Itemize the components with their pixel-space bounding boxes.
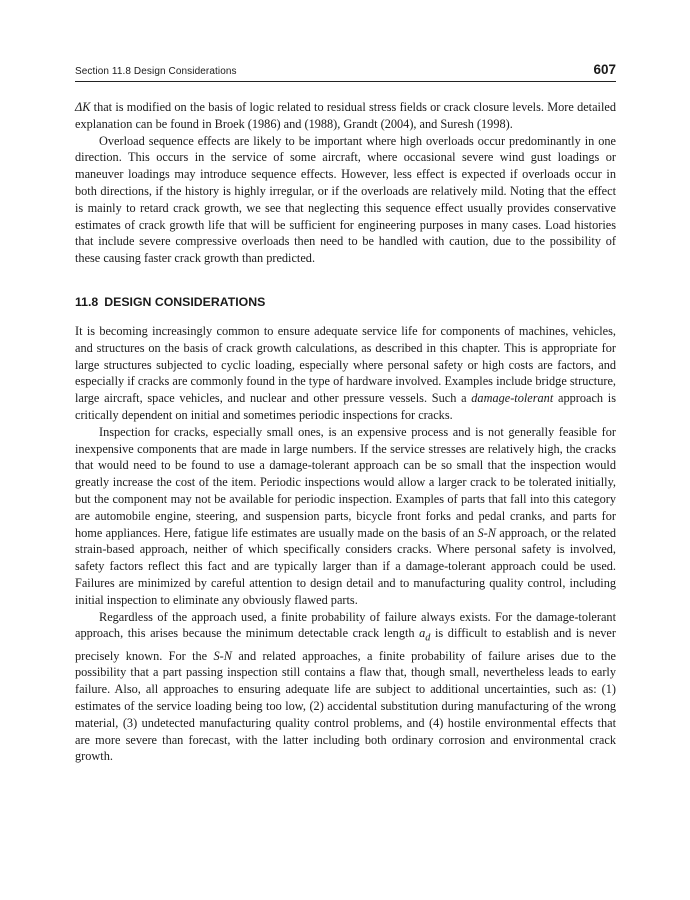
text-run: Regardless of the approach used, a finite probability of failure always exists. For the damage-tolerant approach, this arises because the minimum detectable crack length (75, 609, 616, 641)
running-header (75, 62, 616, 82)
section-number: 11.8 (75, 294, 99, 309)
paragraph-probability-of-failure (75, 609, 616, 766)
text-run: It is becoming increasingly common to ensure adequate service life for components of machines, vehicles, and structures on the basis of crack growth calculations, as described in this chapter. This is appropriate for large structures subjected to cyclic loading, especially where personal safety or high costs are factors, and especially if cracks are commonly found in the type of hardware involved. Examples include bridge structure, large aircraft, space vehicles, and nuclear and other pressure vessels. Such a (75, 323, 616, 406)
section-body (75, 323, 616, 765)
text-run: and related approaches, a finite probability of failure arises due to the possibility that a part passing inspection still contains a flaw that, though small, nevertheless leads to early failure. Also, all approaches to ensuring adequate life are subject to additional uncertainties, such as: (1) estimates of the service loading being too low, (2) accidental substitution during manufacturing of the wrong material, (3) undetected manufacturing quality control problems, and (4) hostile environmental effects that are more severe than forecast, with the latter including both ordinary corrosion and environmental crack growth. (75, 648, 616, 764)
paragraph-inspection (75, 424, 616, 609)
text-run: approach is critically dependent on initial and sometimes periodic inspections for cracks. (75, 391, 616, 422)
page-number: 607 (593, 62, 616, 77)
paragraph-text: that is modified on the basis of logic related to residual stress fields or crack closure levels. More detailed explanation can be found in Broek (1986) and (1988), Grandt (2004), and Suresh (1998). (75, 100, 616, 131)
crack-length-symbol (419, 626, 431, 644)
delta-k-symbol: ΔK (75, 100, 91, 114)
section-title: DESIGN CONSIDERATIONS (104, 294, 266, 309)
emphasis-s-n: S-N (213, 648, 232, 663)
continued-text (75, 99, 616, 267)
paragraph-overload-sequence: Overload sequence effects are likely to be important where high overloads occur predominantly in one direction. This occurs in the service of some aircraft, where occasional severe wind gust loadings or maneuver loadings may introduce sequence effects. However, less effect is expected if overloads occur in both directions, if the history is highly irregular, or if the overloads are relatively mild. Noting that the effect is mainly to retard crack growth, we see that neglecting this sequence effect usually provides conservative estimates of crack growth life that will be sufficient for engineering purposes in many cases. Load histories that include severe compressive overloads then need to be handled with caution, due to the possibility of these causing faster crack growth than predicted. (75, 133, 616, 266)
symbol-subscript-d: d (425, 632, 431, 644)
text-run: approach, or the related strain-based approach, neither of which specifically considers cracks. Where personal safety is involved, safety factors reflect this fact and are typically larger than if a damage-tolerant approach could be used. Failures are minimized by careful attention to design detail and to manufacturing quality control, including initial inspection to eliminate any obviously flawed parts. (75, 525, 616, 607)
paragraph-delta-k (75, 99, 616, 133)
text-run: is difficult to establish and is never precisely known. For the (75, 626, 616, 663)
section-heading (75, 295, 616, 312)
emphasis-s-n: S-N (477, 525, 496, 540)
text-run: Inspection for cracks, especially small ones, is an expensive process and is not generally feasible for inexpensive components that are made in large numbers. If the service stresses are relatively high, the cracks that would need to be found to use a damage-tolerant approach can be so small that the inspection would greatly increase the cost of the item. Periodic inspections would allow a larger crack to be tolerated initially, but the component may not be available for periodic inspection. Examples of parts that fall into this category are automobile engine, steering, and suspension parts, bicycle front forks and pedal cranks, and parts for home appliances. Here, fatigue life estimates are usually made on the basis of an (75, 424, 616, 540)
emphasis-damage-tolerant: damage-tolerant (471, 391, 554, 406)
symbol-a: a (419, 626, 426, 641)
running-header-section: Section 11.8 Design Considerations (75, 66, 237, 77)
paragraph-service-life (75, 323, 616, 424)
book-page (75, 62, 616, 765)
